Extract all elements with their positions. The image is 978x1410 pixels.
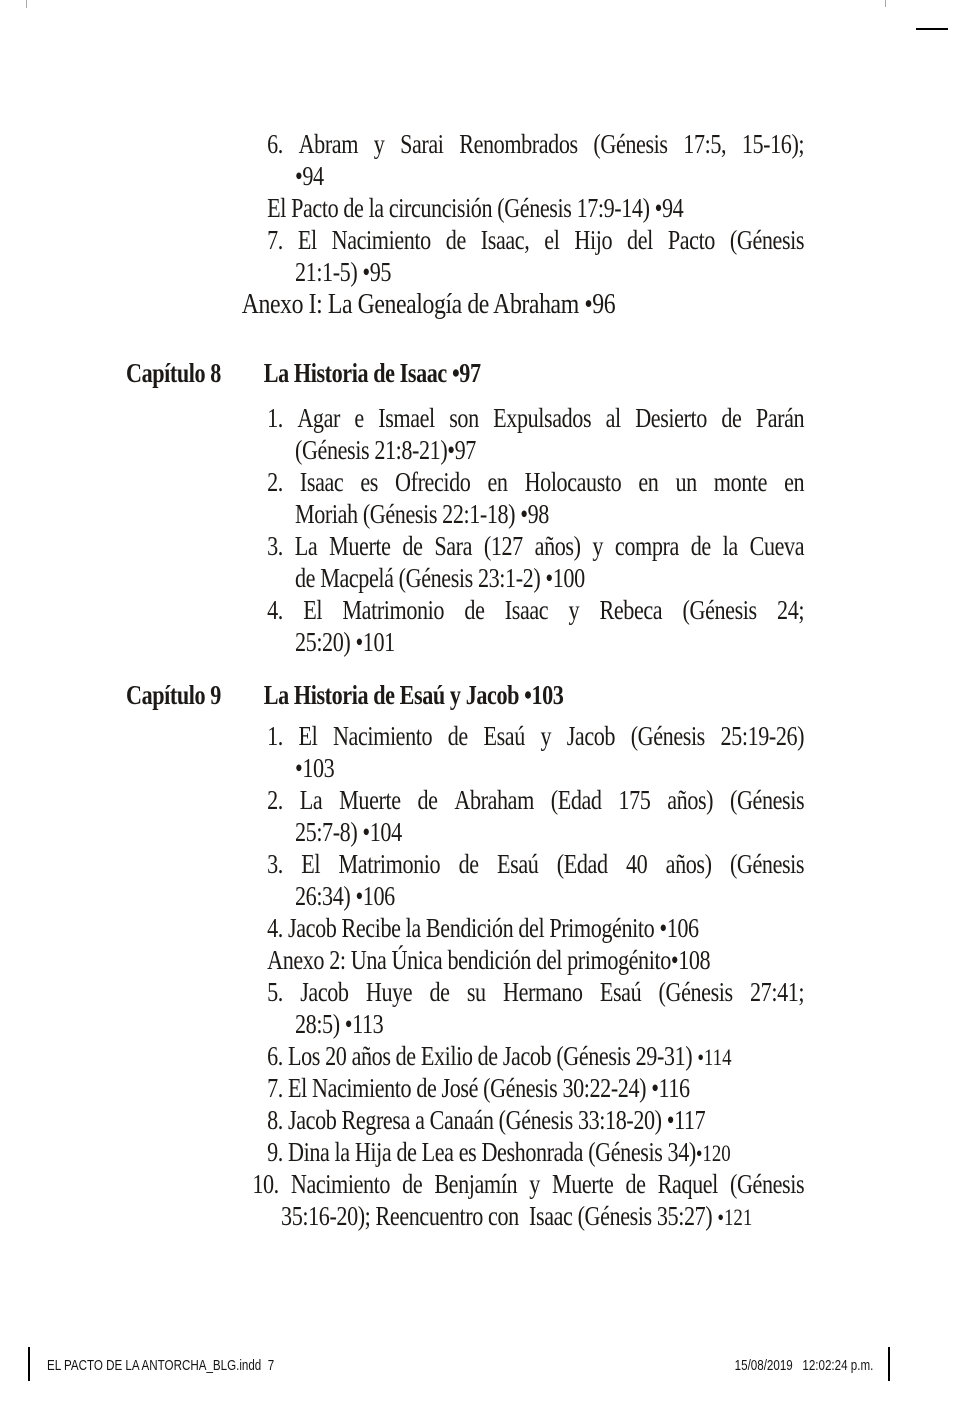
toc-entry-line: (Génesis 21:8-21)•97 [295, 435, 476, 465]
chapter-9-heading [126, 678, 804, 712]
crop-mark-top-right [885, 0, 886, 7]
toc-entry-line: 1. El Nacimiento de Esaú y Jacob (Génesis 25:19-26) [267, 721, 805, 751]
toc-entry-line: 1. Agar e Ismael son Expulsados al Desierto de Parán [267, 403, 805, 433]
chapter-9-entries [252, 720, 805, 1232]
toc-entry-line: Anexo 2: Una Única bendición del primogénito•108 [267, 945, 711, 975]
toc-entry-line: 35:16-20); Reencuentro con Isaac (Génesis 35:27) •121 [281, 1201, 753, 1231]
toc-entry-line: 28:5) •113 [295, 1009, 384, 1039]
chapter-8-entries [267, 402, 805, 658]
toc-entry-line: 25:7-8) •104 [295, 817, 402, 847]
toc-entry-line: 3. El Matrimonio de Esaú (Edad 40 años) (Génesis [267, 849, 805, 879]
footer-timestamp: 15/08/2019 12:02:24 p.m. [734, 1358, 873, 1374]
toc-entry-line: 10. Nacimiento de Benjamín y Muerte de Raquel (Génesis [252, 1169, 805, 1199]
chapter-8-label: Capítulo 8 [126, 358, 221, 388]
crop-mark-bottom-left [28, 1347, 30, 1381]
toc-entry-line: 6. Abram y Sarai Renombrados (Génesis 17:5, 15-16); [267, 129, 805, 159]
toc-entry-line: 9. Dina la Hija de Lea es Deshonrada (Génesis 34)•120 [267, 1137, 731, 1167]
chapter-9-label: Capítulo 9 [126, 680, 221, 710]
toc-entry-line: 4. Jacob Recibe la Bendición del Primogénito •106 [267, 913, 699, 943]
toc-entry-line: 3. La Muerte de Sara (127 años) y compra de la Cueva [267, 531, 805, 561]
crop-mark-top-left [26, 0, 27, 8]
chapter-8-heading [126, 356, 804, 390]
toc-entry-line: 21:1-5) •95 [295, 257, 392, 287]
toc-intro-block [241, 128, 805, 320]
toc-entry-line: de Macpelá (Génesis 23:1-2) •100 [295, 563, 585, 593]
chapter-9-title: La Historia de Esaú y Jacob •103 [263, 680, 564, 710]
toc-entry-line: Moriah (Génesis 22:1-18) •98 [295, 499, 549, 529]
page-number-alt: •120 [695, 1141, 731, 1166]
page-number-alt: •121 [717, 1205, 753, 1230]
toc-entry-line: Anexo I: La Genealogía de Abraham •96 [241, 288, 616, 320]
crop-mark-top-right-horizontal [916, 28, 948, 30]
page-number-alt: •114 [697, 1045, 732, 1070]
toc-entry-line: 25:20) •101 [295, 627, 395, 657]
toc-entry-line: 7. El Nacimiento de Isaac, el Hijo del Pacto (Génesis [267, 225, 805, 255]
toc-entry-line: 8. Jacob Regresa a Canaán (Génesis 33:18-20) •117 [267, 1105, 706, 1135]
crop-mark-bottom-right [888, 1347, 890, 1381]
toc-entry-line: 5. Jacob Huye de su Hermano Esaú (Génesis 27:41; [267, 977, 805, 1007]
chapter-8-title: La Historia de Isaac •97 [263, 358, 481, 388]
footer-filename: EL PACTO DE LA ANTORCHA_BLG.indd 7 [47, 1358, 275, 1374]
toc-entry-line: El Pacto de la circuncisión (Génesis 17:9-14) •94 [267, 193, 684, 223]
toc-entry-line: 4. El Matrimonio de Isaac y Rebeca (Génesis 24; [267, 595, 805, 625]
toc-entry-line: •103 [295, 753, 335, 783]
toc-entry-line: 7. El Nacimiento de José (Génesis 30:22-24) •116 [267, 1073, 690, 1103]
toc-entry-line: •94 [295, 161, 324, 191]
toc-entry-line: 2. Isaac es Ofrecido en Holocausto en un monte en [267, 467, 805, 497]
toc-entry-line: 2. La Muerte de Abraham (Edad 175 años) (Génesis [267, 785, 805, 815]
toc-entry-line: 26:34) •106 [295, 881, 395, 911]
toc-entry-line: 6. Los 20 años de Exilio de Jacob (Génesis 29-31) •114 [267, 1041, 732, 1071]
